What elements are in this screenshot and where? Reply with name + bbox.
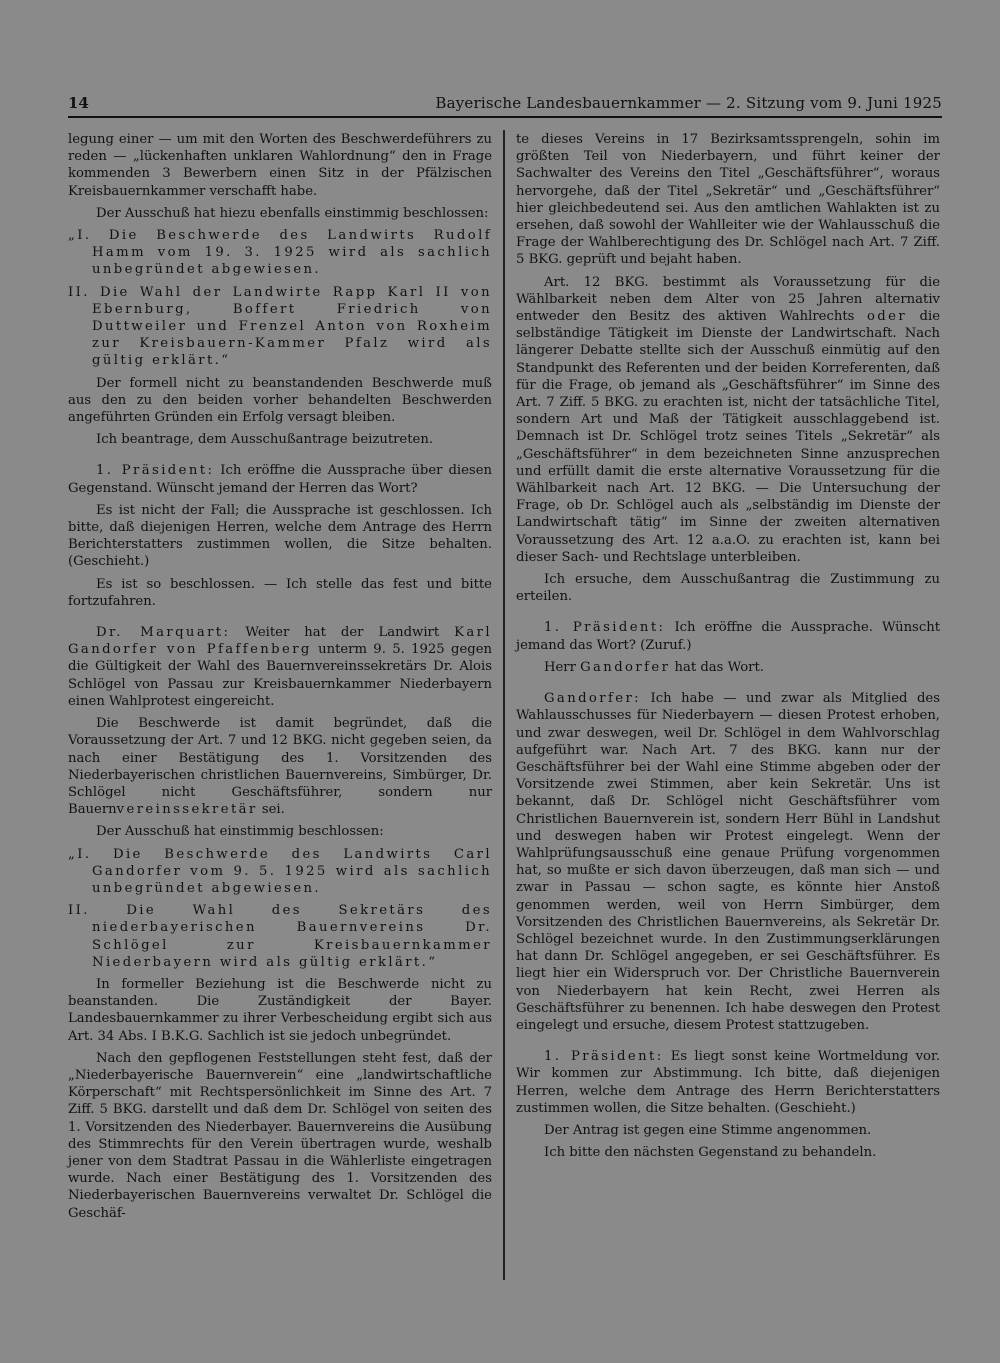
spaced-name: Karl Gandorfer von Pfaffenberg: [68, 625, 492, 658]
speaker-name: Gandorfer:: [544, 691, 642, 707]
paragraph: Ich ersuche, dem Ausschußantrag die Zustimmung zu erteilen.: [516, 572, 940, 605]
speech-paragraph: [516, 690, 940, 1034]
speech-text: Ich habe — und zwar als Mitglied des Wahlausschusses für Niederbayern — diesen Protest erhoben, und zwar deswegen, weil Dr. Schlögel in dem Wahlvorschlag aufgeführt war. Nach Art. 7 des BKG. kann nur der Geschäftsführer bei der Wahl eine Stimme abgeben oder der Vorsitzende zwei Stimmen, aber kein Sekretär. Uns ist bekannt, daß Dr. Schlögel nicht Geschäftsführer vom Christlichen Bauernverein ist, sondern Herr Bühl in Landshut und deswegen haben wir Protest eingelegt. Wenn der Wahlprüfungsausschuß eine genaue Prüfung vorgenommen hat, so mußte er sich davon überzeugen, daß man sich — und zwar in Passau — schon sagte, es könnte hier Anstoß genommen werden, weil von Herrn Simbürger, dem Vorsitzenden des Christlichen Bauernvereins, als Sekretär Dr. Schlögel bezeichnet wurde. In den Zustimmungserklärungen hat dann Dr. Schlögel angegeben, er sei Geschäftsführer. Es liegt hier ein Widerspruch vor. Der Christliche Bauernverein von Niederbayern hat kein Recht, zwei Herren als Geschäftsführer zu benennen. Ich habe deswegen den Protest eingelegt und ersuche, diesem Protest stattzugeben.: [516, 691, 940, 1033]
column-divider: [503, 130, 505, 1280]
speech-paragraph: [68, 462, 492, 496]
resolution-item: „I. Die Beschwerde des Landwirts Carl Gandorfer vom 9. 5. 1925 wird als sachlich unbegründet abgewiesen.: [68, 846, 492, 896]
paragraph: Der Antrag ist gegen eine Stimme angenommen.: [544, 1122, 872, 1138]
paragraph-text: hat das Wort.: [670, 659, 764, 675]
spaced-word: vereinssekretär: [116, 802, 258, 818]
speech-text: Weiter hat der Landwirt: [230, 625, 455, 641]
paragraph: [516, 274, 940, 566]
resolution-item: II. Die Wahl des Sekretärs des niederbayerischen Bauernvereins Dr. Schlögel zur Kreisbauernkammer Niederbayern wird als gültig erklärt.“: [68, 903, 492, 970]
speaker-name: 1. Präsident:: [96, 463, 215, 479]
resolution-item: II. Die Wahl der Landwirte Rapp Karl II von Ebernburg, Boffert Friedrich von Duttweiler und Frenzel Anton von Roxheim zur Kreisbauern-Kammer Pfalz wird als gültig erklärt.“: [68, 284, 492, 369]
left-column: [68, 131, 492, 1227]
paragraph-text: sei.: [257, 802, 285, 818]
speech-text: Ich eröffne die Aussprache. Wünscht jemand das Wort? (Zuruf.): [516, 620, 941, 653]
spaced-word: oder: [866, 309, 908, 325]
paragraph: Nach den gepflogenen Feststellungen steht fest, daß der „Niederbayerische Bauernverein“ eine „landwirtschaftliche Körperschaft“ mit Rechtspersönlichkeit im Sinne des Art. 7 Ziff. 5 BKG. darstellt und daß dem Dr. Schlögel von seiten des 1. Vorsitzenden des Niederbayer. Bauernvereins die Ausübung des Stimmrechts für den Verein übertragen wurde, weshalb jener von dem Stadtrat Passau in die Wählerliste eingetragen wurde. Nach einer Bestätigung des 1. Vorsitzenden des Niederbayerischen Bauernvereins verwaltet Dr. Schlögel die Geschäf-: [68, 1050, 492, 1221]
paragraph: In formeller Beziehung ist die Beschwerde nicht zu beanstanden. Die Zuständigkeit der Bayer. Landesbauernkammer zu ihrer Verbescheidung ergibt sich aus Art. 34 Abs. I B.K.G. Sachlich ist sie jedoch unbegründet.: [68, 976, 492, 1044]
speech-paragraph: [516, 1048, 940, 1117]
resolution-item: „I. Die Beschwerde des Landwirts Rudolf Hamm vom 19. 3. 1925 wird als sachlich unbegründet abgewiesen.: [68, 228, 492, 278]
paragraph: Der Ausschuß hat hiezu ebenfalls einstimmig beschlossen:: [96, 205, 489, 221]
paragraph-text: Die Beschwerde ist damit begründet, daß die Voraussetzung der Art. 7 und 12 BKG. nicht gegeben seien, da nach einer Bestätigung des 1. Vorsitzenden des Niederbayerischen christlichen Bauernvereins, Simbürger, Dr. Schlögel nicht Geschäftsführer, sondern nur Bauern: [68, 716, 492, 818]
speech-text: Ich eröffne die Aussprache über diesen Gegenstand. Wünscht jemand der Herren das Wort?: [68, 463, 492, 496]
paragraph: Ich bitte den nächsten Gegenstand zu behandeln.: [544, 1145, 877, 1161]
speech-text: unterm 9. 5. 1925 gegen die Gültigkeit der Wahl des Bauernvereinssekretärs Dr. Alois Schlögel von Passau zur Kreisbauernkammer Niederbayern einen Wahlprotest eingereicht.: [68, 642, 492, 709]
page-number: 14: [68, 94, 89, 112]
speech-paragraph: [516, 619, 940, 653]
running-title: Bayerische Landesbauernkammer — 2. Sitzung vom 9. Juni 1925: [435, 94, 942, 112]
paragraph-text: die selbständige Tätigkeit im Dienste der Landwirtschaft. Nach längerer Debatte stellte sich der Ausschuß einmütig auf den Standpunkt des Referenten und der beiden Korreferenten, daß für die Frage, ob jemand als „Geschäftsführer“ im Sinne des Art. 7 Ziff. 5 BKG. zu erachten ist, nicht der tatsächliche Titel, sondern Art und Maß der Tätigkeit ausschlaggebend ist. Demnach ist Dr. Schlögel trotz seines Titels „Sekretär“ als „Geschäftsführer“ in dem bezeichneten Sinne anzusprechen und erfüllt damit die erste alternative Voraussetzung für die Wählbarkeit nach Art. 12 BKG. — Die Untersuchung der Frage, ob Dr. Schlögel auch als „selbständig im Dienste der Landwirtschaft tätig“ im Sinne der zweiten alternativen Voraussetzung des Art. 12 a.a.O. zu erachten ist, kann bei dieser Sach- und Rechtslage unterbleiben.: [516, 309, 941, 565]
speaker-name: Dr. Marquart:: [96, 625, 231, 641]
paragraph: Ich beantrage, dem Ausschußantrage beizutreten.: [96, 432, 434, 448]
speech-paragraph: [68, 624, 492, 710]
speaker-name: 1. Präsident:: [544, 1049, 664, 1065]
paragraph-text: Art. 12 BKG. bestimmt als Voraussetzung für die Wählbarkeit neben dem Alter von 25 Jahren alternativ entweder den Besitz des aktiven Wahlrechts: [516, 274, 940, 325]
paragraph: te dieses Vereins in 17 Bezirksamtssprengeln, sohin im größten Teil von Niederbayern, und führt keiner der Sachwalter des Vereins den Titel „Geschäftsführer“, woraus hervorgehe, daß der Titel „Sekretär“ und „Geschäftsführer“ hier gleichbedeutend sei. Aus den amtlichen Wahlakten ist zu ersehen, daß sowohl der Wahlleiter wie der Wahlausschuß die Frage der Wahlberechtigung des Dr. Schlögel nach Art. 7 Ziff. 5 BKG. geprüft und bejaht haben.: [516, 132, 940, 268]
speaker-name: 1. Präsident:: [544, 620, 666, 636]
right-column: [516, 131, 940, 1166]
paragraph: Es ist nicht der Fall; die Aussprache ist geschlossen. Ich bitte, daß diejenigen Herren, welche dem Antrage des Herrn Berichterstatters zustimmen wollen, die Sitze behalten. (Geschieht.): [68, 502, 492, 570]
page-header: [68, 94, 942, 118]
paragraph: Es ist so beschlossen. — Ich stelle das fest und bitte fortzufahren.: [68, 576, 492, 609]
paragraph: Der Ausschuß hat einstimmig beschlossen:: [96, 824, 384, 840]
paragraph: [516, 659, 940, 676]
spaced-name: Gandorfer: [580, 659, 671, 675]
speech-text: Es liegt sonst keine Wortmeldung vor. Wir kommen zur Abstimmung. Ich bitte, daß diejenigen Herren, welche dem Antrage des Herrn Berichterstatters zustimmen wollen, die Sitze behalten. (Geschieht.): [516, 1049, 941, 1116]
paragraph-text: Herr: [544, 659, 581, 675]
paragraph: legung einer — um mit den Worten des Beschwerdeführers zu reden — „lückenhaften unklaren Wahlordnung“ den in Frage kommenden 3 Bewerbern einen Sitz in der Pfälzischen Kreisbauernkammer verschafft habe.: [68, 132, 492, 199]
paragraph: Der formell nicht zu beanstandenden Beschwerde muß aus den zu den beiden vorher behandelten Beschwerden angeführten Gründen ein Erfolg versagt bleiben.: [68, 375, 492, 426]
paragraph: [68, 715, 492, 818]
